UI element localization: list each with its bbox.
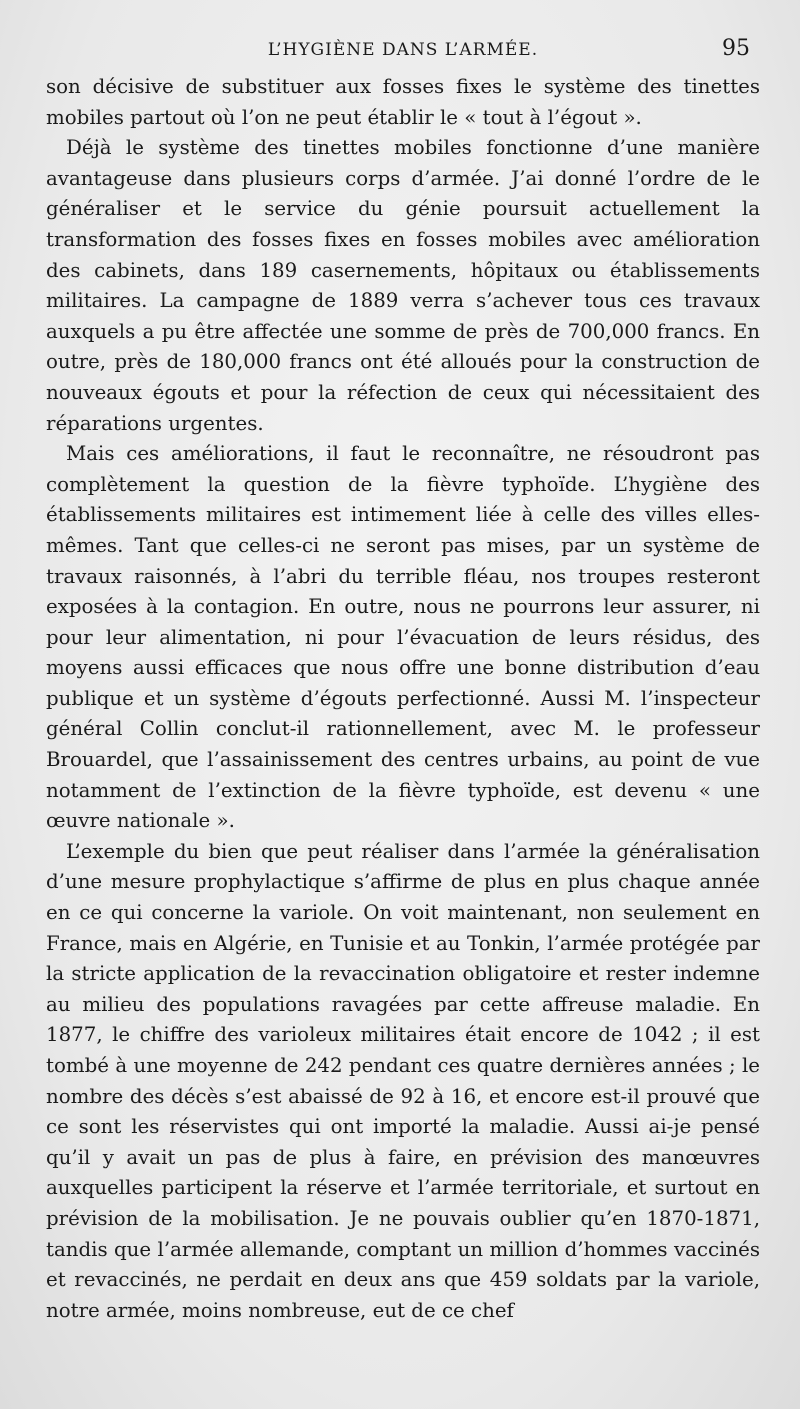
- paragraph: son décisive de substituer aux fosses fixes le système des tinettes mobiles partout où l’on ne peut établir le « tout à l’égout ».: [46, 75, 760, 129]
- running-title: L’HYGIÈNE DANS L’ARMÉE.: [267, 40, 539, 60]
- page-number: 95: [722, 36, 750, 61]
- paragraph: L’exemple du bien que peut réaliser dans l’armée la généralisation d’une mesure prophylactique s’affirme de plus en plus chaque année en ce qui concerne la variole. On voit maintenant, non seulement en France, mais en Algérie, en Tunisie et au Tonkin, l’armée protégée par la stricte application de la revaccination obligatoire et rester indemne au milieu des populations ravagées par cette affreuse maladie. En 1877, le chiffre des varioleux militaires était encore de 1042 ; il est tombé à une moyenne de 242 pendant ces quatre dernières années ; le nombre des décès s’est abaissé de 92 à 16, et encore est-il prouvé que ce sont les réservistes qui ont importé la maladie. Aussi ai-je pensé qu’il y avait un pas de plus à faire, en prévision des manœuvres auxquelles participent la réserve et l’armée territoriale, et surtout en prévision de la mobilisation. Je ne pouvais oublier qu’en 1870-1871, tandis que l’armée allemande, comptant un million d’hommes vaccinés et revaccinés, ne perdait en deux ans que 459 soldats par la variole, notre armée, moins nombreuse, eut de ce chef: [46, 839, 760, 1322]
- paragraph: Déjà le système des tinettes mobiles fonctionne d’une manière avantageuse dans plusieurs corps d’armée. J’ai donné l’ordre de le généraliser et le service du génie poursuit actuellement la transformation des fosses fixes en fosses mobiles avec amélioration des cabinets, dans 189 casernements, hôpitaux ou établissements militaires. La campagne de 1889 verra s’achever tous ces travaux auxquels a pu être affectée une somme de près de 700,000 francs. En outre, près de 180,000 francs ont été alloués pour la construction de nouveaux égouts et pour la réfection de ceux qui nécessitaient des réparations urgentes.: [46, 136, 760, 435]
- paragraph: Mais ces améliorations, il faut le reconnaître, ne résoudront pas complètement la question de la fièvre typhoïde. L’hygiène des établissements militaires est intimement liée à celle des villes elles-mêmes. Tant que celles-ci ne seront pas mises, par un système de travaux raisonnés, à l’abri du terrible fléau, nos troupes resteront exposées à la contagion. En outre, nous ne pourrons leur assurer, ni pour leur alimentation, ni pour l’évacuation de leurs résidus, des moyens aussi efficaces que nous offre une bonne distribution d’eau publique et un système d’égouts perfectionné. Aussi M. l’inspecteur général Collin conclut-il rationnellement, avec M. le professeur Brouardel, que l’assainissement des centres urbains, au point de vue notamment de l’extinction de la fièvre typhoïde, est devenu « une œuvre nationale ».: [46, 442, 760, 833]
- body-text: [46, 72, 760, 1326]
- running-head: [46, 28, 760, 72]
